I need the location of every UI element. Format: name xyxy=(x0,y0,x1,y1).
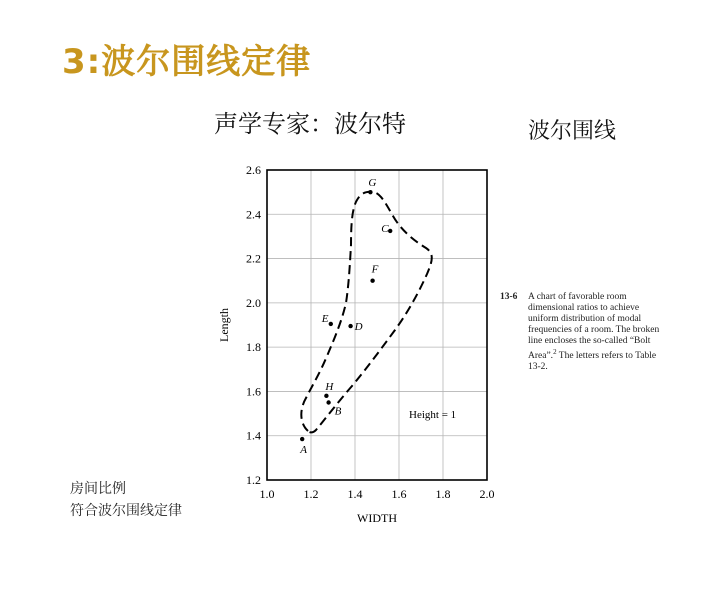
chart-grid xyxy=(267,170,487,480)
figure-number: 13-6 xyxy=(500,292,518,302)
data-point-d xyxy=(348,324,352,328)
x-tick-label: 1.2 xyxy=(303,487,319,501)
caption-text-2: The letters refers to Table 13-2. xyxy=(528,351,657,373)
y-tick-label: 2.6 xyxy=(246,163,261,177)
y-axis-label: Length xyxy=(217,308,231,342)
x-tick-label: 1.4 xyxy=(347,487,363,501)
data-point-label: F xyxy=(371,263,379,276)
figure-caption xyxy=(500,292,660,373)
plot-frame xyxy=(267,170,487,480)
data-point-h xyxy=(324,394,328,398)
height-annotation: Height = 1 xyxy=(409,409,457,421)
data-point-label: C xyxy=(381,222,389,235)
x-tick-label: 2.0 xyxy=(479,487,495,501)
data-point-c xyxy=(388,229,392,233)
y-tick-label: 2.4 xyxy=(246,207,261,222)
y-tick-label: 2.0 xyxy=(246,295,261,310)
data-point-b xyxy=(326,400,330,404)
y-tick-label: 2.2 xyxy=(246,251,261,266)
data-point-label: B xyxy=(334,405,342,418)
x-tick-label: 1.6 xyxy=(391,487,407,501)
data-point-label: D xyxy=(354,321,363,334)
y-tick-label: 1.6 xyxy=(246,384,261,399)
x-tick-label: 1.8 xyxy=(435,487,451,501)
data-point-f xyxy=(370,279,374,283)
data-point-a xyxy=(300,437,304,441)
y-tick-label: 1.2 xyxy=(246,473,261,487)
chart-tick-labels xyxy=(246,163,495,501)
caption-text: A chart of favorable room dimensional ratios to achieve uniform distribution of modal frequencies of a room. The broken line encloses the so-called “Bolt Area”. xyxy=(528,292,660,362)
slide-title: 3:波尔围线定律 xyxy=(62,42,312,82)
chart-points xyxy=(299,177,392,456)
note-block xyxy=(70,478,182,522)
note-line-2: 符合波尔围线定律 xyxy=(70,503,182,519)
y-tick-label: 1.4 xyxy=(246,428,261,443)
data-point-label: H xyxy=(325,380,334,393)
data-point-label: A xyxy=(300,444,307,457)
data-point-label: G xyxy=(368,177,377,190)
x-axis-label: WIDTH xyxy=(357,511,397,525)
x-tick-label: 1.0 xyxy=(259,487,275,501)
y-tick-label: 1.8 xyxy=(246,340,261,355)
data-point-e xyxy=(329,322,333,326)
caption-footnote: 2 xyxy=(553,348,557,356)
slide-subtitle: 声学专家：波尔特 xyxy=(214,110,406,138)
chart-heading: 波尔围线 xyxy=(528,119,617,144)
data-point-g xyxy=(368,190,372,194)
data-point-label: E xyxy=(321,312,329,325)
note-line-1: 房间比例 xyxy=(70,481,126,497)
